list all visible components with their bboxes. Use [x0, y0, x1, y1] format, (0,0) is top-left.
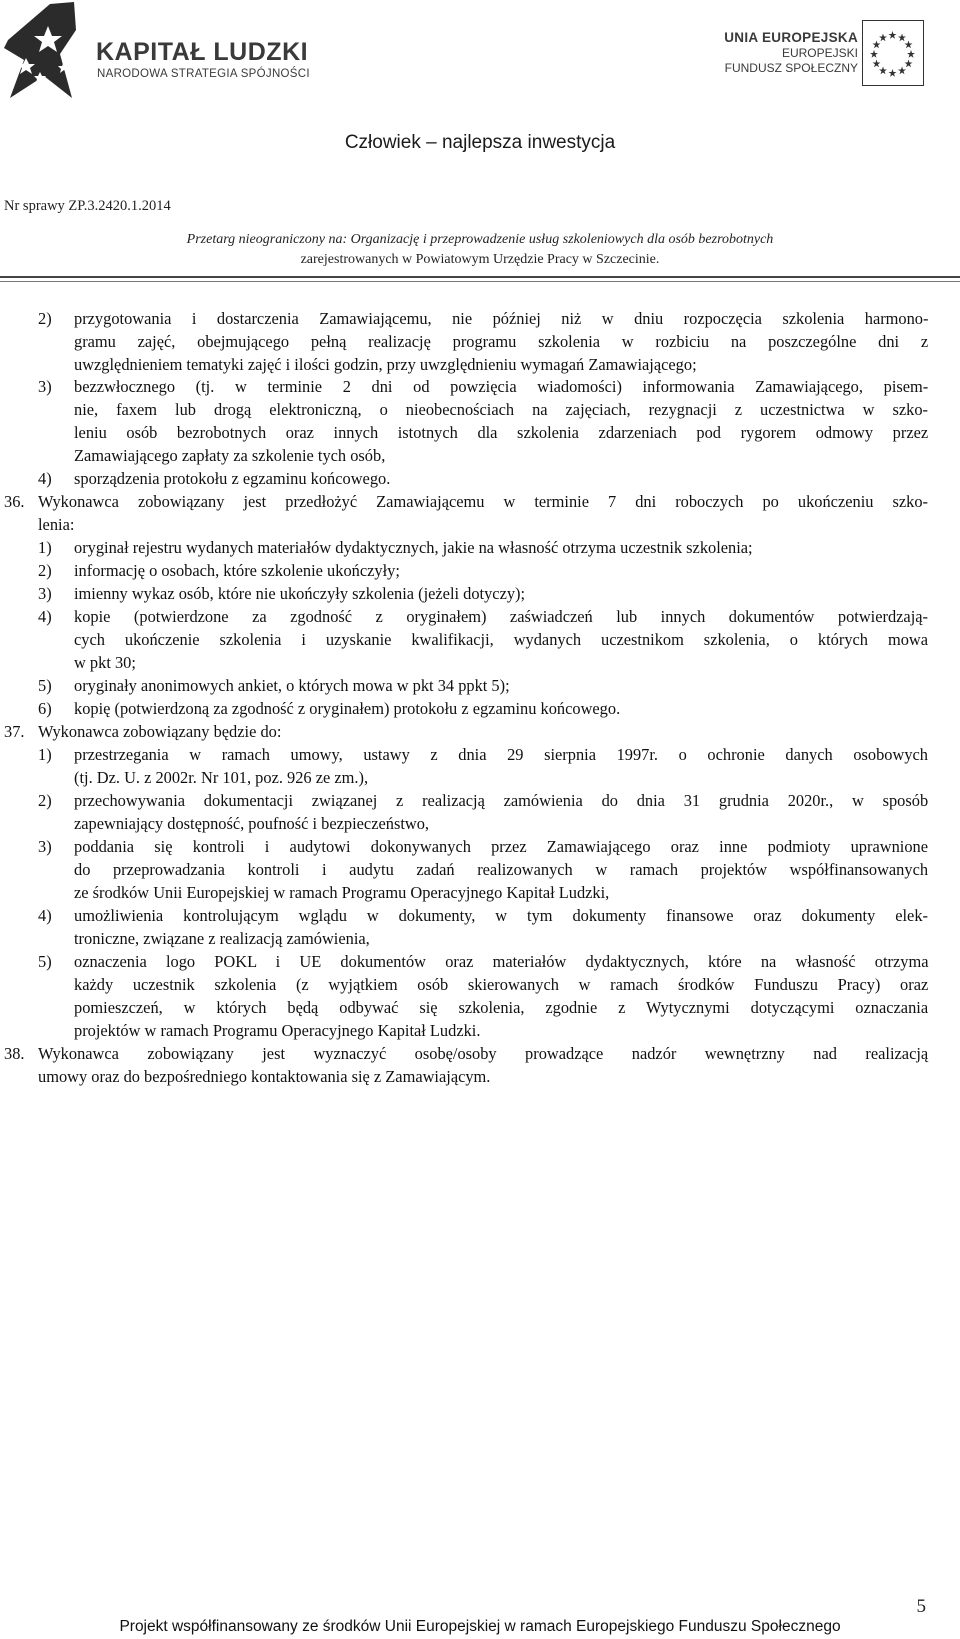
page-header [0, 0, 960, 120]
eu-logo-line1: UNIA EUROPEJSKA [724, 30, 858, 45]
text-line: kopię (potwierdzoną za zgodność z oryginałem) protokołu z egzaminu końcowego. [74, 699, 621, 718]
header-divider-thin [0, 281, 960, 282]
kapital-ludzki-title: KAPITAŁ LUDZKI [96, 38, 309, 66]
text-line: Wykonawca zobowiązany jest przedłożyć Zamawiającemu w terminie 7 dni roboczych po ukończeniu szko- [38, 492, 928, 511]
text-line: projektów w ramach Programu Operacyjnego Kapitał Ludzki. [74, 1021, 481, 1040]
list-item-text [74, 950, 928, 1042]
list-item-number: 6) [38, 699, 52, 718]
text-line: oryginały anonimowych ankiet, o których mowa w pkt 34 ppkt 5); [74, 676, 510, 695]
text-line: imienny wykaz osób, które nie ukończyły szkolenia (jeżeli dotyczy); [74, 584, 526, 603]
eu-logo [690, 18, 930, 93]
list-item-text [38, 720, 928, 743]
list-item-number: 1) [38, 745, 52, 764]
tender-subject-line2: zarejestrowanych w Powiatowym Urzędzie Pracy w Szczecinie. [300, 252, 660, 267]
case-number: Nr sprawy ZP.3.2420.1.2014 [4, 198, 171, 214]
text-line: sporządzenia protokołu z egzaminu końcowego. [74, 469, 391, 488]
list-item-number: 3) [38, 377, 52, 396]
text-line: do przeprowadzania kontroli i audytu zadań realizowanych w ramach projektów współfinansowanych [74, 860, 929, 879]
kapital-ludzki-subtitle: NARODOWA STRATEGIA SPÓJNOŚCI [97, 68, 310, 80]
text-line: przestrzegania w ramach umowy, ustawy z dnia 29 sierpnia 1997r. o ochronie danych osobowych [74, 745, 928, 764]
list-item-text [38, 490, 928, 536]
text-line: przygotowania i dostarczenia Zamawiającemu, nie później niż w dniu rozpoczęcia szkolenia harmono- [74, 309, 929, 328]
kapital-ludzki-logo [4, 2, 334, 102]
eu-flag-icon [862, 20, 924, 86]
text-line: oznaczenia logo POKL i UE dokumentów oraz materiałów dydaktycznych, które na własność otrzyma [74, 952, 929, 971]
text-line: informację o osobach, które szkolenie ukończyły; [74, 561, 400, 580]
text-line: poddania się kontroli i audytowi dokonywanych przez Zamawiającego oraz inne podmioty uprawnione [74, 837, 928, 856]
list-item-number: 4) [38, 906, 52, 925]
list-item-number: 2) [38, 561, 52, 580]
list-item-text [74, 904, 928, 950]
text-line: Wykonawca zobowiązany będzie do: [38, 722, 282, 741]
text-line: Wykonawca zobowiązany jest wyznaczyć osobę/osoby prowadzące nadzór wewnętrzny nad realizacją [38, 1044, 929, 1063]
text-line: gramu zajęć, obejmującego pełną realizację programu szkolenia w rozbiciu na poszczególne dni z [74, 332, 929, 351]
list-item-number: 1) [38, 538, 52, 557]
text-line: umożliwienia kontrolującym wglądu w dokumenty, w tym dokumenty finansowe oraz dokumenty elek- [74, 906, 928, 925]
text-line: uwzględnieniem tematyki zajęć i ilości godzin, przy uwzględnieniu wymagań Zamawiającego; [74, 355, 697, 374]
text-line: oryginał rejestru wydanych materiałów dydaktycznych, jakie na własność otrzyma uczestnik szkolenia; [74, 538, 753, 557]
list-item-number: 5) [38, 952, 52, 971]
kapital-ludzki-emblem-icon [4, 2, 90, 102]
page-number: 5 [916, 1596, 926, 1617]
list-item-text [74, 307, 928, 376]
list-item-number: 5) [38, 676, 52, 695]
eu-logo-line2: EUROPEJSKI [781, 46, 858, 60]
list-item-number: 2) [38, 309, 52, 328]
list-item-number: 2) [38, 791, 52, 810]
text-line: przechowywania dokumentacji związanej z realizacją zamówienia do dnia 31 grudnia 2020r., w sposób [74, 791, 929, 810]
text-line: lenia: [38, 515, 75, 534]
header-divider [0, 276, 960, 278]
list-item-number: 3) [38, 584, 52, 603]
list-item-text [74, 559, 928, 582]
tagline: Człowiek – najlepsza inwestycja [344, 132, 616, 153]
list-item-number: 4) [38, 607, 52, 626]
list-item-number: 4) [38, 469, 52, 488]
list-item-number: 36. [4, 492, 25, 511]
list-item-text [74, 697, 928, 720]
text-line: nie, faxem lub drogą elektroniczną, o nieobecnościach na zajęciach, rezygnacji z uczestnictwa w szko- [74, 400, 928, 419]
list-item-text [74, 467, 928, 490]
eu-logo-text [724, 30, 858, 76]
text-line: umowy oraz do bezpośredniego kontaktowania się z Zamawiającym. [38, 1067, 491, 1086]
text-line: ze środków Unii Europejskiej w ramach Programu Operacyjnego Kapitał Ludzki, [74, 883, 610, 902]
text-line: troniczne, związane z realizacją zamówienia, [74, 929, 370, 948]
tender-subject [0, 230, 960, 270]
list-item-text [74, 582, 928, 605]
text-line: leniu osób bezrobotnych oraz innych istotnych dla szkolenia zdarzeniach pod rygorem odmowy przez [74, 423, 929, 442]
page-footer: Projekt współfinansowany ze środków Unii Europejskiej w ramach Europejskiego Funduszu Społecznego [119, 1618, 841, 1635]
list-item-text [74, 835, 928, 904]
list-item-text [74, 789, 928, 835]
text-line: cych ukończenie szkolenia i uzyskanie kwalifikacji, wydanych uczestnikom szkolenia, o których mowa [74, 630, 928, 649]
tender-subject-line1: Przetarg nieograniczony na: Organizację i przeprowadzenie usług szkoleniowych dla osób bezrobotnych [186, 232, 774, 247]
text-line: każdy uczestnik szkolenia (z wyjątkiem osób skierowanych w ramach środków Funduszu Pracy) oraz [74, 975, 929, 994]
list-item-text [74, 605, 928, 674]
list-item-number: 3) [38, 837, 52, 856]
list-item-text [74, 536, 928, 559]
list-item-text [74, 674, 928, 697]
eu-logo-line3: FUNDUSZ SPOŁECZNY [724, 61, 858, 75]
text-line: bezzwłocznego (tj. w terminie 2 dni od powzięcia wiadomości) informowania Zamawiającego, pisem- [74, 377, 929, 396]
text-line: Zamawiającego zapłaty za szkolenie tych osób, [74, 446, 386, 465]
list-item-text [38, 1042, 928, 1088]
text-line: w pkt 30; [74, 653, 136, 672]
list-item-number: 37. [4, 722, 25, 741]
list-item-text [74, 375, 928, 467]
text-line: (tj. Dz. U. z 2002r. Nr 101, poz. 926 ze zm.), [74, 768, 369, 787]
text-line: pomieszczeń, w których będą odbywać się szkolenia, zgodnie z Wytycznymi dotyczącymi oznaczania [74, 998, 929, 1017]
list-item-text [74, 743, 928, 789]
text-line: zapewniający dostępność, poufność i bezpieczeństwo, [74, 814, 429, 833]
text-line: kopie (potwierdzone za zgodność z oryginałem) zaświadczeń lub innych dokumentów potwierdzają- [74, 607, 928, 626]
list-item-number: 38. [4, 1044, 25, 1063]
